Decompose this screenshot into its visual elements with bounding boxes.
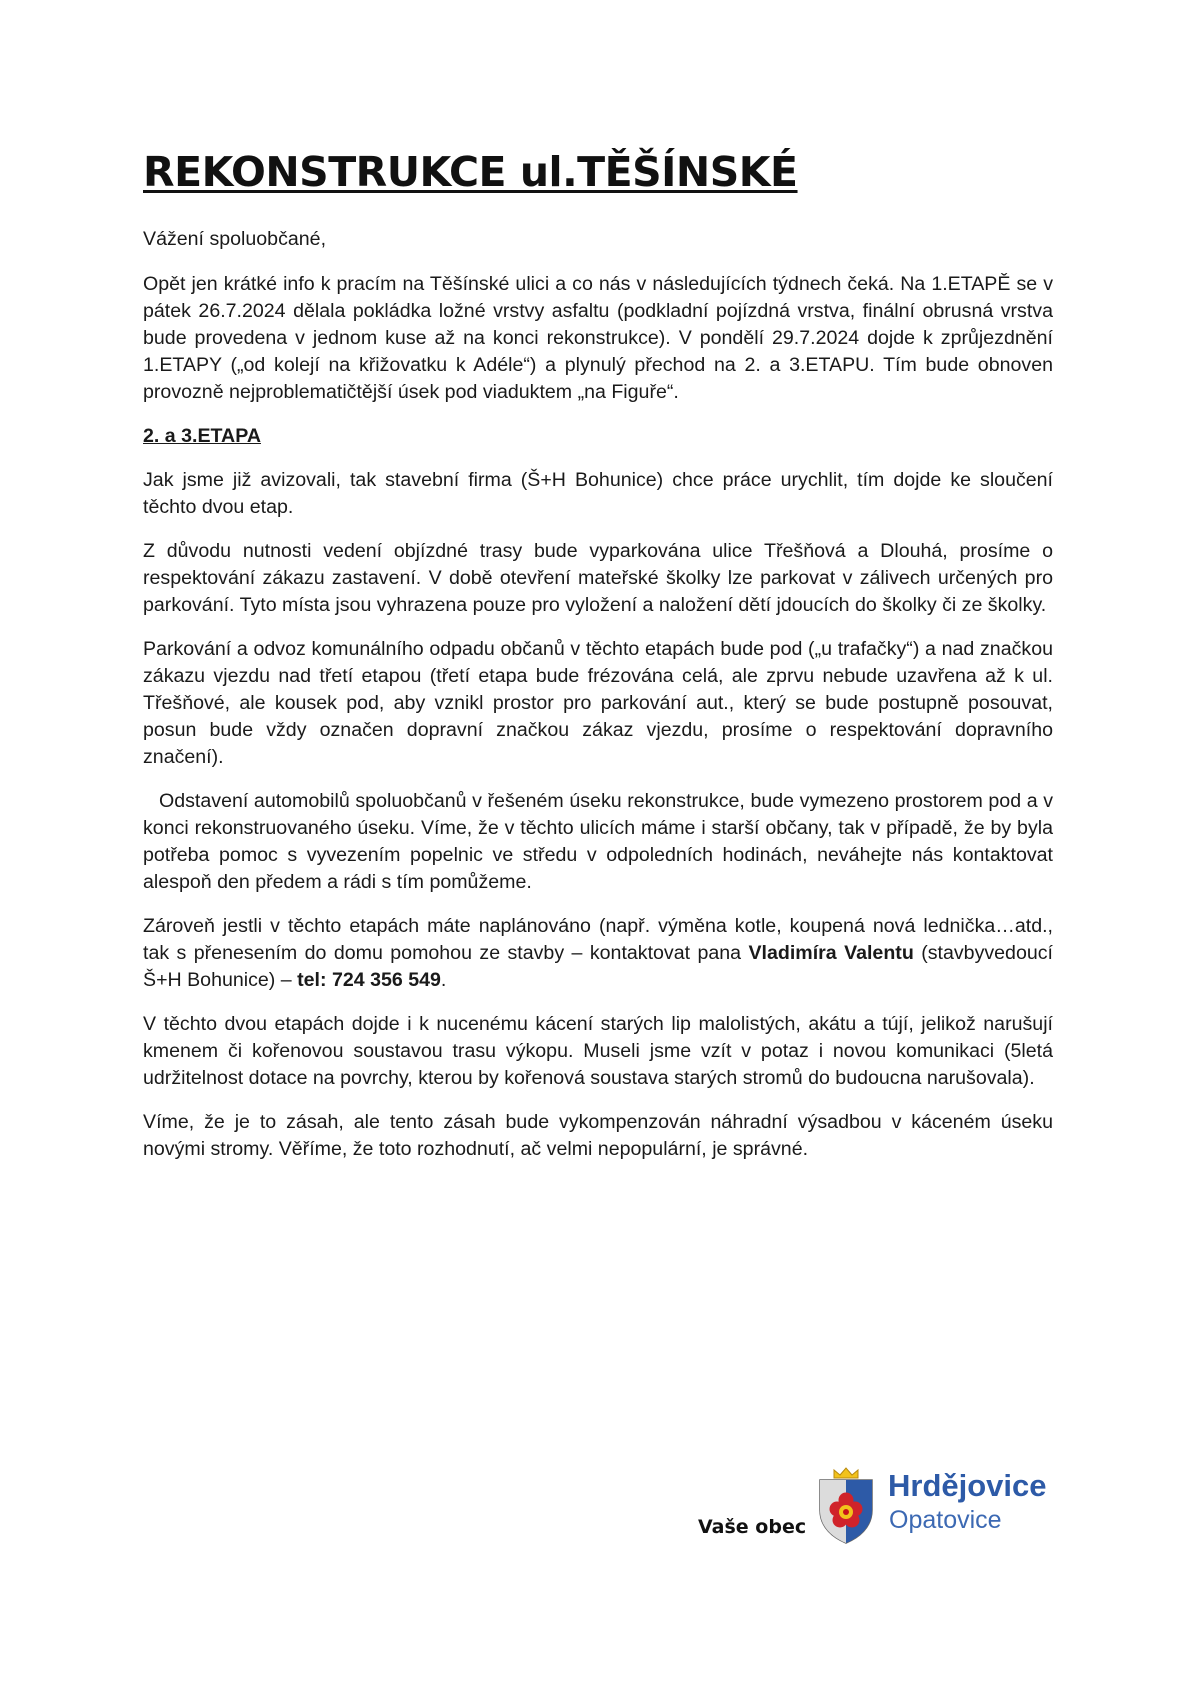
paragraph-replanting: Víme, že je to zásah, ale tento zásah bude vykompenzován náhradní výsadbou v káceném úseku novými stromy. Věříme, že toto rozhodnutí, ač velmi nepopulární, je správné. [143, 1111, 1053, 1160]
contact-phone: tel: 724 356 549 [297, 969, 441, 991]
document-body [143, 146, 1053, 1180]
greeting: Vážení spoluobčané, [143, 228, 327, 250]
coat-of-arms-icon [816, 1466, 876, 1546]
contact-text-2: (stavbyvedoucí Š+H Bohunice) – [143, 942, 1053, 991]
footer-label: Vaše obec [698, 1516, 807, 1538]
contact-text-1: Zároveň jestli v těchto etapách máte naplánováno (např. výměna kotle, koupená nová lednička…atd., tak s přenesením do domu pomohou ze stavby – kontaktovat pana [143, 915, 1053, 964]
page-title: REKONSTRUKCE ul.TĚŠÍNSKÉ [143, 148, 798, 196]
municipality-footer [698, 1466, 1058, 1556]
paragraph-intro: Opět jen krátké info k pracím na Těšínské ulici a co nás v následujících týdnech čeká. Na 1.ETAPĚ se v pátek 26.7.2024 dělala pokládka ložné vrstvy asfaltu (podkladní pojízdná vrstva, finální obrusná vrstva bude provedena v jednom kuse až na konci rekonstrukce). V pondělí 29.7.2024 dojde k zprůjezdnění 1.ETAPY („od kolejí na křižovatku k Adéle“) a plynulý přechod na 2. a 3.ETAPU. Tím bude obnoven provozně nejproblematičtější úsek pod viaduktem „na Figuře“. [143, 273, 1053, 403]
paragraph-car-parking: Odstavení automobilů spoluobčanů v řešeném úseku rekonstrukce, bude vymezeno prostorem pod a v konci rekonstruovaného úseku. Víme, že v těchto ulicích máme i starší občany, tak v případě, že by byla potřeba pomoc s vyvezením popelnic ve středu v odpoledních hodinách, neváhejte nás kontaktovat alespoň den předem a rádi s tím pomůžeme. [143, 790, 1053, 893]
paragraph-merge-stages: Jak jsme již avizovali, tak stavební firma (Š+H Bohunice) chce práce urychlit, tím dojde ke sloučení těchto dvou etap. [143, 469, 1053, 518]
contact-text-3: . [440, 969, 447, 991]
contact-name: Vladimíra Valentu [748, 942, 914, 964]
section-heading: 2. a 3.ETAPA [143, 425, 261, 447]
municipality-name-2: Opatovice [889, 1506, 1002, 1534]
paragraph-contact [143, 913, 1053, 994]
municipality-name-1: Hrdějovice [888, 1468, 1047, 1503]
paragraph-tree-felling: V těchto dvou etapách dojde i k nucenému kácení starých lip malolistých, akátu a tújí, jelikož narušují kmenem či kořenovou soustavou trasu výkopu. Museli jsme vzít v potaz i novou komunikaci (5letá udržitelnost dotace na povrchy, kterou by kořenová soustava starých stromů do budoucna narušovala). [143, 1013, 1053, 1089]
paragraph-parking-waste: Parkování a odvoz komunálního odpadu občanů v těchto etapách bude pod („u trafačky“) a nad značkou zákazu vjezdu nad třetí etapou (třetí etapa bude frézována celá, ale zprvu nebude uzavřena až k ul. Třešňové, ale kousek pod, aby vznikl prostor pro parkování aut., který se bude postupně posouvat, posun bude vždy označen dopravní značkou zákaz vjezdu, prosíme o respektování dopravního značení). [143, 638, 1053, 768]
paragraph-detour: Z důvodu nutnosti vedení objízdné trasy bude vyparkována ulice Třešňová a Dlouhá, prosíme o respektování zákazu zastavení. V době otevření mateřské školky lze parkovat v zálivech určených pro parkování. Tyto místa jsou vyhrazena pouze pro vyložení a naložení dětí jdoucích do školky či ze školky. [143, 540, 1053, 616]
